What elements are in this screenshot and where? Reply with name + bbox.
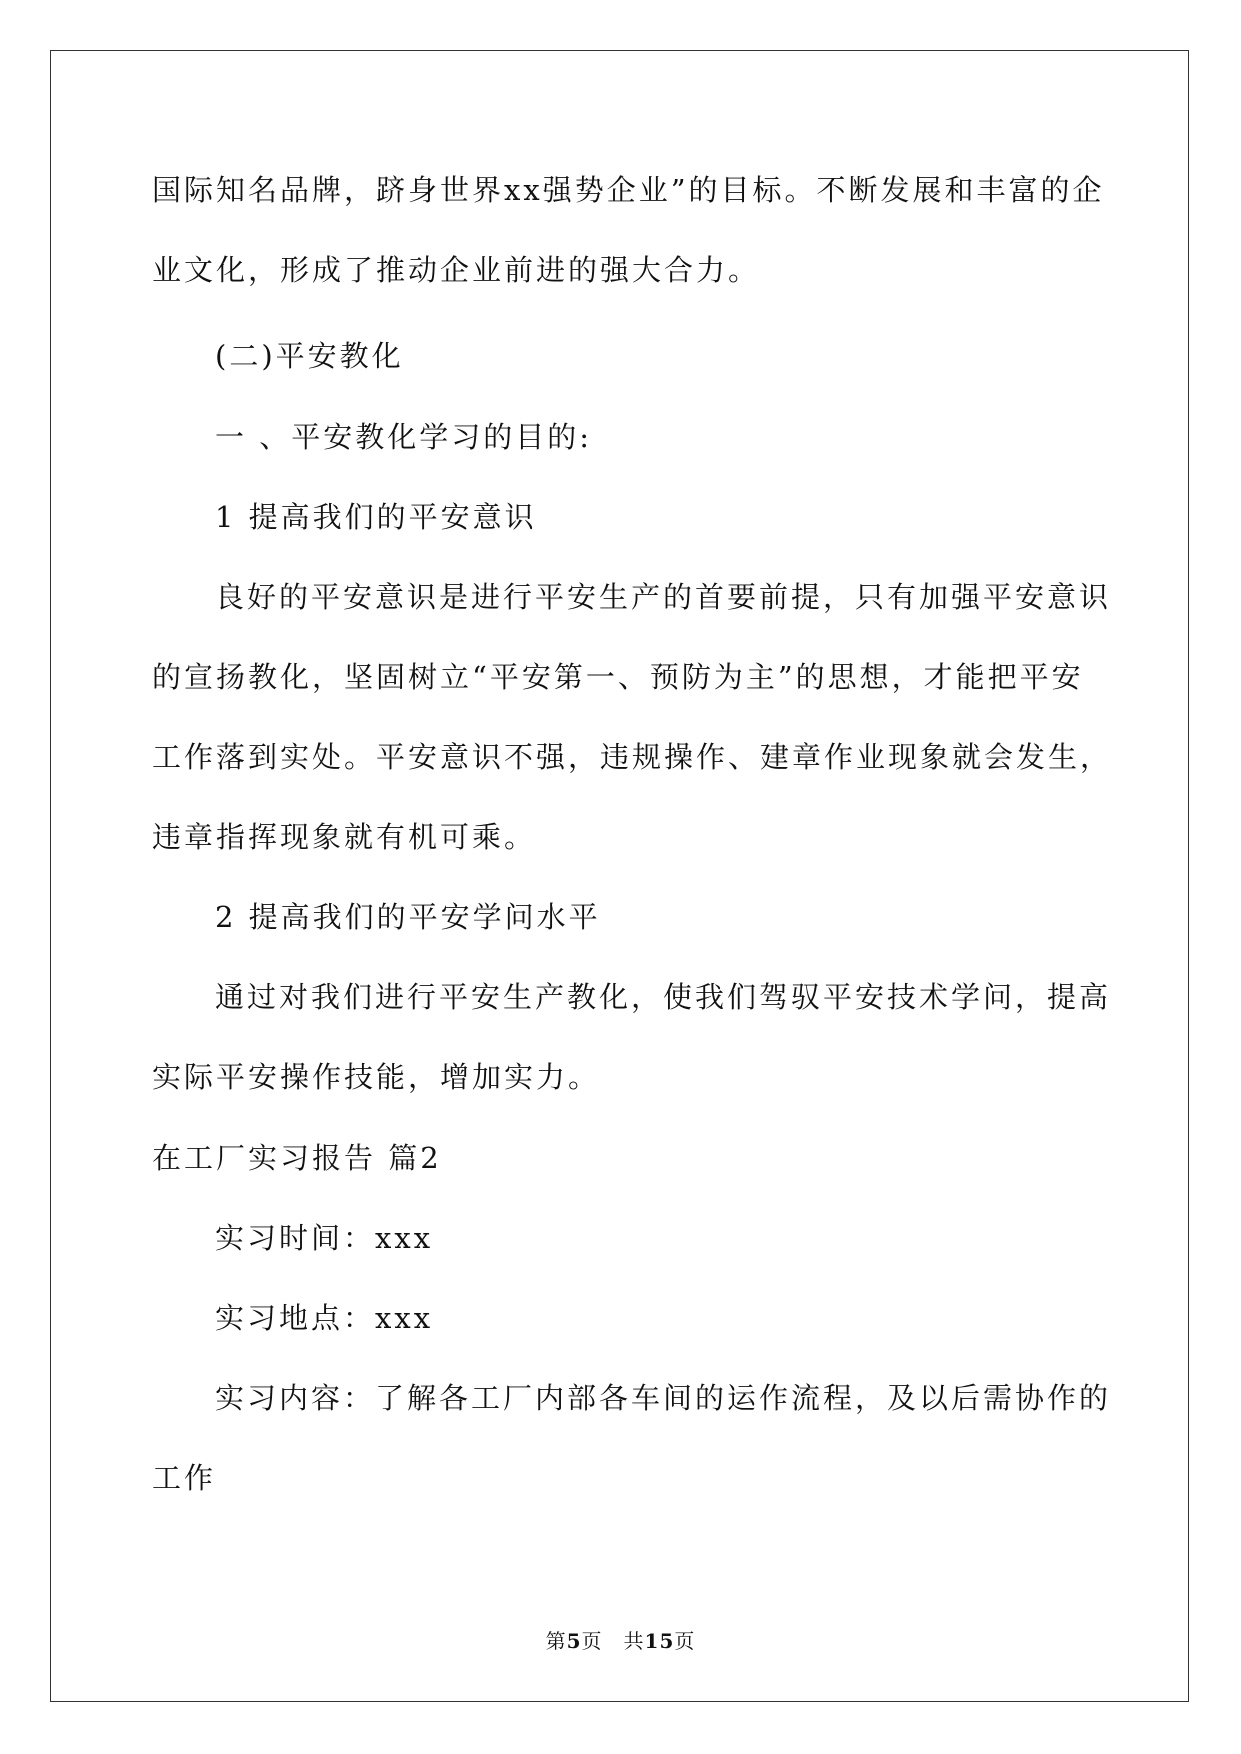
subheading-purpose: 一 、平安教化学习的目的:	[215, 420, 592, 454]
footer-suffix: 页	[674, 1629, 696, 1653]
page-footer	[0, 1628, 1241, 1654]
item-heading-2: 2 提高我们的平安学问水平	[215, 900, 601, 934]
internship-content: 实习内容：了解各工厂内部各车间的运作流程，及以后需协作的	[215, 1381, 1112, 1415]
internship-location: 实习地点：xxx	[215, 1301, 434, 1335]
page-border	[50, 50, 1189, 1702]
paragraph-line-7: 通过对我们进行平安生产教化，使我们驾驭平安技术学问，提高	[215, 980, 1112, 1014]
paragraph-line-4: 的宣扬教化，坚固树立“平安第一、预防为主”的思想，才能把平安	[152, 660, 1084, 694]
footer-total-pages: 15	[644, 1629, 675, 1653]
paragraph-line-8: 实际平安操作技能，增加实力。	[152, 1060, 601, 1094]
paragraph-line-2: 业文化，形成了推动企业前进的强大合力。	[152, 253, 761, 287]
internship-time: 实习时间：xxx	[215, 1221, 434, 1255]
footer-prefix: 第	[545, 1629, 567, 1653]
paragraph-line-1: 国际知名品牌，跻身世界xx强势企业”的目标。不断发展和丰富的企	[152, 173, 1105, 207]
paragraph-line-5: 工作落到实处。平安意识不强，违规操作、建章作业现象就会发生，	[152, 740, 1113, 774]
paragraph-line-9: 工作	[152, 1461, 217, 1495]
section-heading-safety-education: (二)平安教化	[215, 339, 404, 373]
item-heading-1: 1 提高我们的平安意识	[215, 500, 537, 534]
footer-mid: 页 共	[581, 1629, 645, 1653]
report-title-part-2: 在工厂实习报告 篇2	[152, 1141, 442, 1175]
paragraph-line-3: 良好的平安意识是进行平安生产的首要前提，只有加强平安意识	[215, 580, 1112, 614]
footer-page-number: 5	[566, 1629, 582, 1653]
paragraph-line-6: 违章指挥现象就有机可乘。	[152, 820, 537, 854]
